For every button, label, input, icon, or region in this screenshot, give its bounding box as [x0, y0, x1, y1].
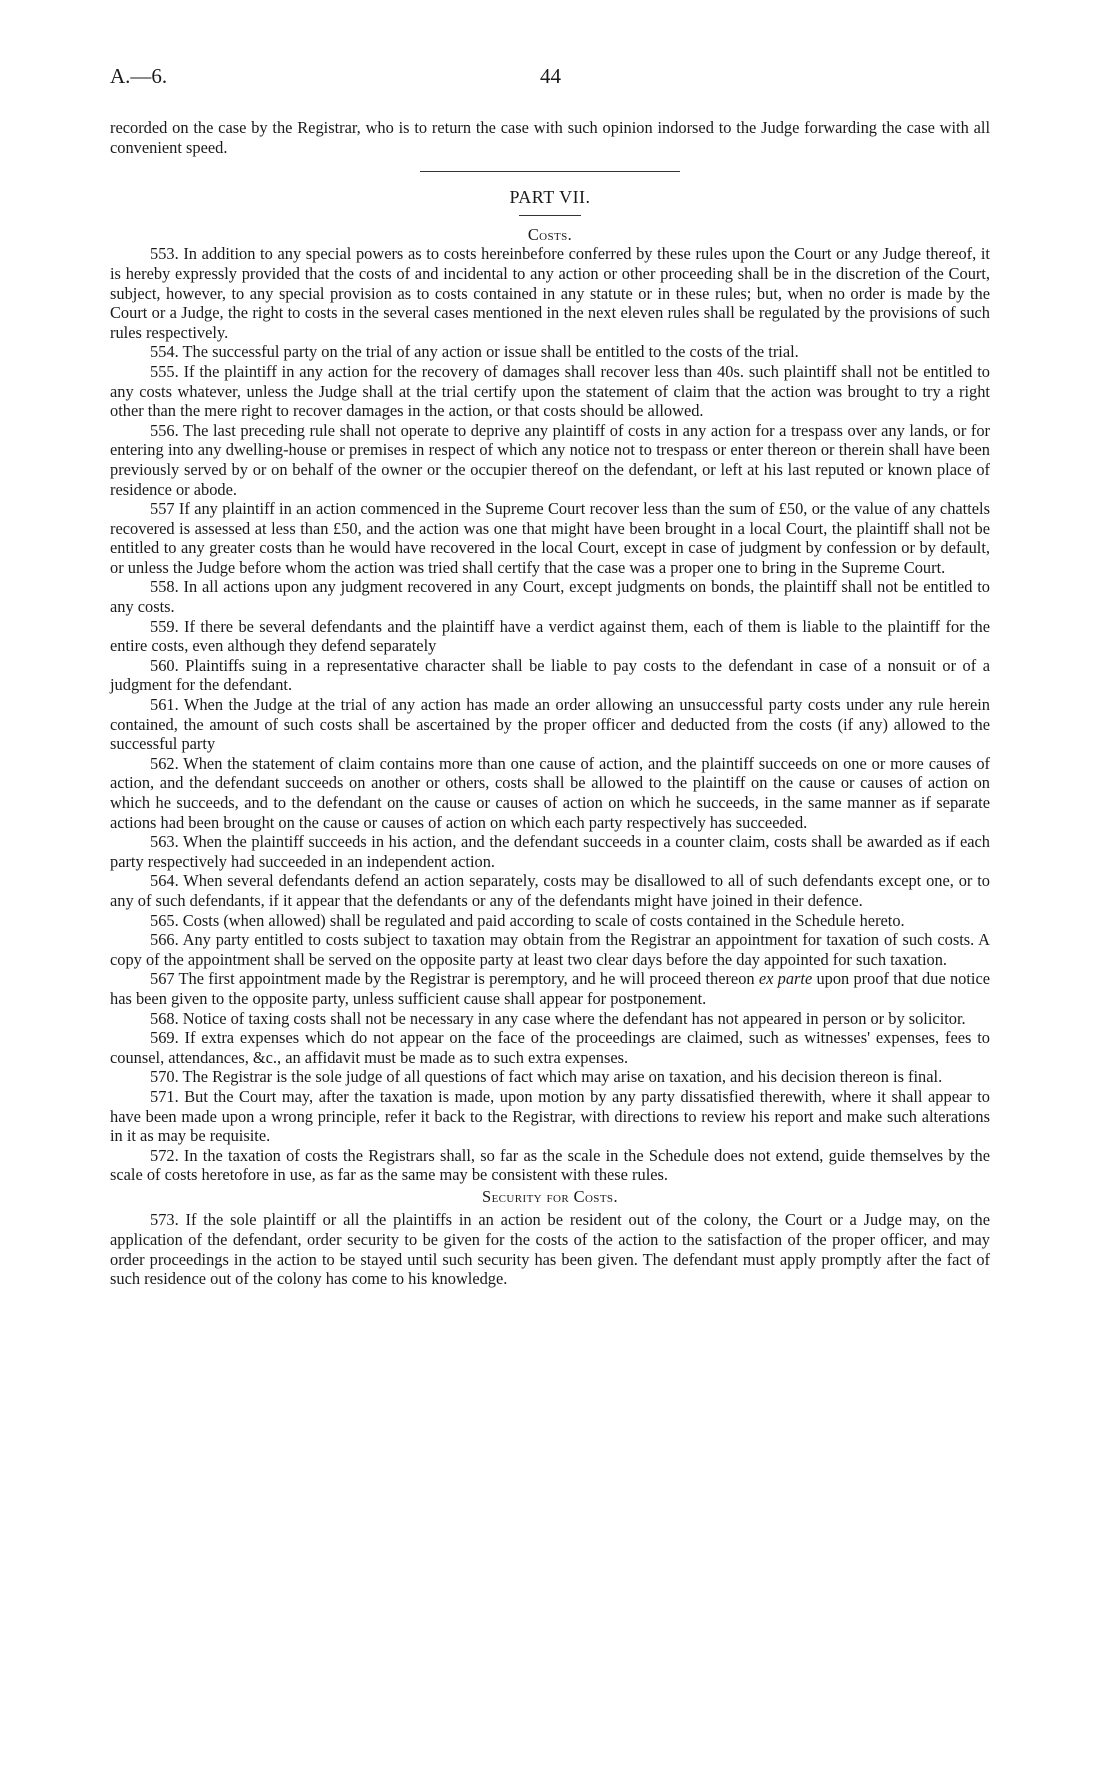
- rule-paragraph: 572. In the taxation of costs the Registrars shall, so far as the scale in the Schedule does not extend, guide themselves by the scale of costs heretofore in use, as far as the same may be consistent with these rules.: [110, 1145, 990, 1185]
- document-body: [110, 118, 990, 1289]
- rule-567-italic-term: ex parte: [758, 969, 813, 989]
- rule-paragraph: 573. If the sole plaintiff or all the plaintiffs in an action be resident out of the colony, the Court or a Judge may, on the application of the defendant, order security to be given for the costs of the action to the satisfaction of the proper officer, and may order proceedings in the action to be stayed until such security has been given. The defendant must apply promptly after the fact of such residence out of the colony has come to his knowledge.: [110, 1210, 990, 1289]
- rule-paragraph: 558. In all actions upon any judgment recovered in any Court, except judgments on bonds, the plaintiff shall not be entitled to any costs.: [110, 577, 990, 617]
- rule-paragraph: 569. If extra expenses which do not appear on the face of the proceedings are claimed, such as witnesses' expenses, fees to counsel, attendances, &c., an affidavit must be made as to such extra expenses.: [110, 1028, 990, 1067]
- part-heading: PART VII.: [509, 187, 591, 208]
- rule-paragraph: 555. If the plaintiff in any action for the recovery of damages shall recover less than 40s. such plaintiff shall not be entitled to any costs whatever, unless the Judge shall at the trial certify upon the statement of claim that the action was brought to try a right other than the mere right to recover damages in the action, or that costs should be allowed.: [110, 361, 990, 421]
- rule-paragraph: 566. Any party entitled to costs subject to taxation may obtain from the Registrar an appointment for taxation of such costs. A copy of the appointment shall be served on the opposite party at least two clear days before the day appointed for such taxation.: [110, 930, 990, 969]
- rule-paragraph: 553. In addition to any special powers as to costs hereinbefore conferred by these rules upon the Court or any Judge thereof, it is hereby expressly provided that the costs of and incidental to any action or other proceeding shall be in the discretion of the Court, subject, however, to any special provision as to costs contained in any statute or in these rules; but, when no order is made by the Court or a Judge, the right to costs in the several cases mentioned in the next eleven rules shall be regulated by the provisions of such rules respectively.: [110, 244, 990, 342]
- rule-paragraph: 568. Notice of taxing costs shall not be necessary in any case where the defendant has not appeared in person or by solicitor.: [150, 1008, 966, 1028]
- rule-paragraph: 565. Costs (when allowed) shall be regulated and paid according to scale of costs contained in the Schedule hereto.: [150, 910, 905, 930]
- rule-paragraph: 556. The last preceding rule shall not operate to deprive any plaintiff of costs in any action for a trespass over any lands, or for entering into any dwelling-house or premises in respect of which any notice not to trespass or enter thereon or therein shall have been previously served by or on behalf of the owner or the occupier thereof on the defendant, or left at his last reputed or known place of residence or abode.: [110, 420, 990, 499]
- rule-paragraph: 562. When the statement of claim contains more than one cause of action, and the plaintiff succeeds on one or more causes of action, and the defendant succeeds on another or others, costs shall be allowed to the plaintiff on the cause or causes of action on which he succeeds, and to the defendant on the cause or causes of action on which he succeeds, in the same manner as if separate actions had been brought on the cause or causes of action on which each party respectively has succeeded.: [110, 753, 990, 832]
- document-reference: A.—6.: [110, 64, 168, 88]
- page-header: [110, 64, 990, 94]
- rule-paragraph: 564. When several defendants defend an action separately, costs may be disallowed to all of such defendants except one, or to any of such defendants, if it appear that the defendants or any of the defendants might have joined in their defence.: [110, 871, 990, 910]
- section-divider: [420, 171, 680, 172]
- heading-divider: [519, 215, 581, 216]
- costs-heading: Costs.: [527, 224, 573, 244]
- rule-paragraph: 559. If there be several defendants and the plaintiff have a verdict against them, each of them is liable to the plaintiff for the entire costs, even although they defend separately: [110, 616, 990, 656]
- rule-567-text-end: upon proof that due notice has been given to the opposite party, unless sufficient cause shall appear for postponement.: [110, 969, 990, 1008]
- rule-paragraph: 563. When the plaintiff succeeds in his action, and the defendant succeeds in a counter claim, costs shall be awarded as if each party respectively had succeeded in an independent action.: [110, 832, 990, 871]
- rule-paragraph: 554. The successful party on the trial of any action or issue shall be entitled to the costs of the trial.: [150, 342, 799, 362]
- rule-paragraph-567: [110, 969, 990, 1008]
- rule-paragraph: 560. Plaintiffs suing in a representative character shall be liable to pay costs to the defendant in case of a nonsuit or of a judgment for the defendant.: [110, 655, 990, 695]
- intro-paragraph: recorded on the case by the Registrar, who is to return the case with such opinion indorsed to the Judge forwarding the case with all convenient speed.: [110, 118, 990, 157]
- rule-567-text-start: 567 The first appointment made by the Registrar is peremptory, and he will proceed thereon: [150, 969, 759, 989]
- rule-paragraph: 570. The Registrar is the sole judge of all questions of fact which may arise on taxation, and his decision thereon is final.: [150, 1067, 943, 1087]
- rule-paragraph: 561. When the Judge at the trial of any action has made an order allowing an unsuccessful party costs under any rule herein contained, the amount of such costs shall be ascertained by the proper officer and deducted from the costs (if any) allowed to the successful party: [110, 695, 990, 754]
- rule-paragraph: 557 If any plaintiff in an action commenced in the Supreme Court recover less than the sum of £50, or the value of any chattels recovered is assessed at less than £50, and the action was one that might have been brought in a local Court, the plaintiff shall not be entitled to any greater costs than he would have recovered in the local Court, except in case of judgment by confession or by default, or unless the Judge before whom the action was tried shall certify that the case was a proper one to bring in the Supreme Court.: [110, 499, 990, 577]
- security-for-costs-heading: Security for Costs.: [482, 1186, 618, 1206]
- rule-paragraph: 571. But the Court may, after the taxation is made, upon motion by any party dissatisfied therewith, where it shall appear to have been made upon a wrong principle, refer it back to the Registrar, with directions to review his report and make such alterations in it as may be requisite.: [110, 1086, 990, 1146]
- page-number: 44: [540, 64, 561, 88]
